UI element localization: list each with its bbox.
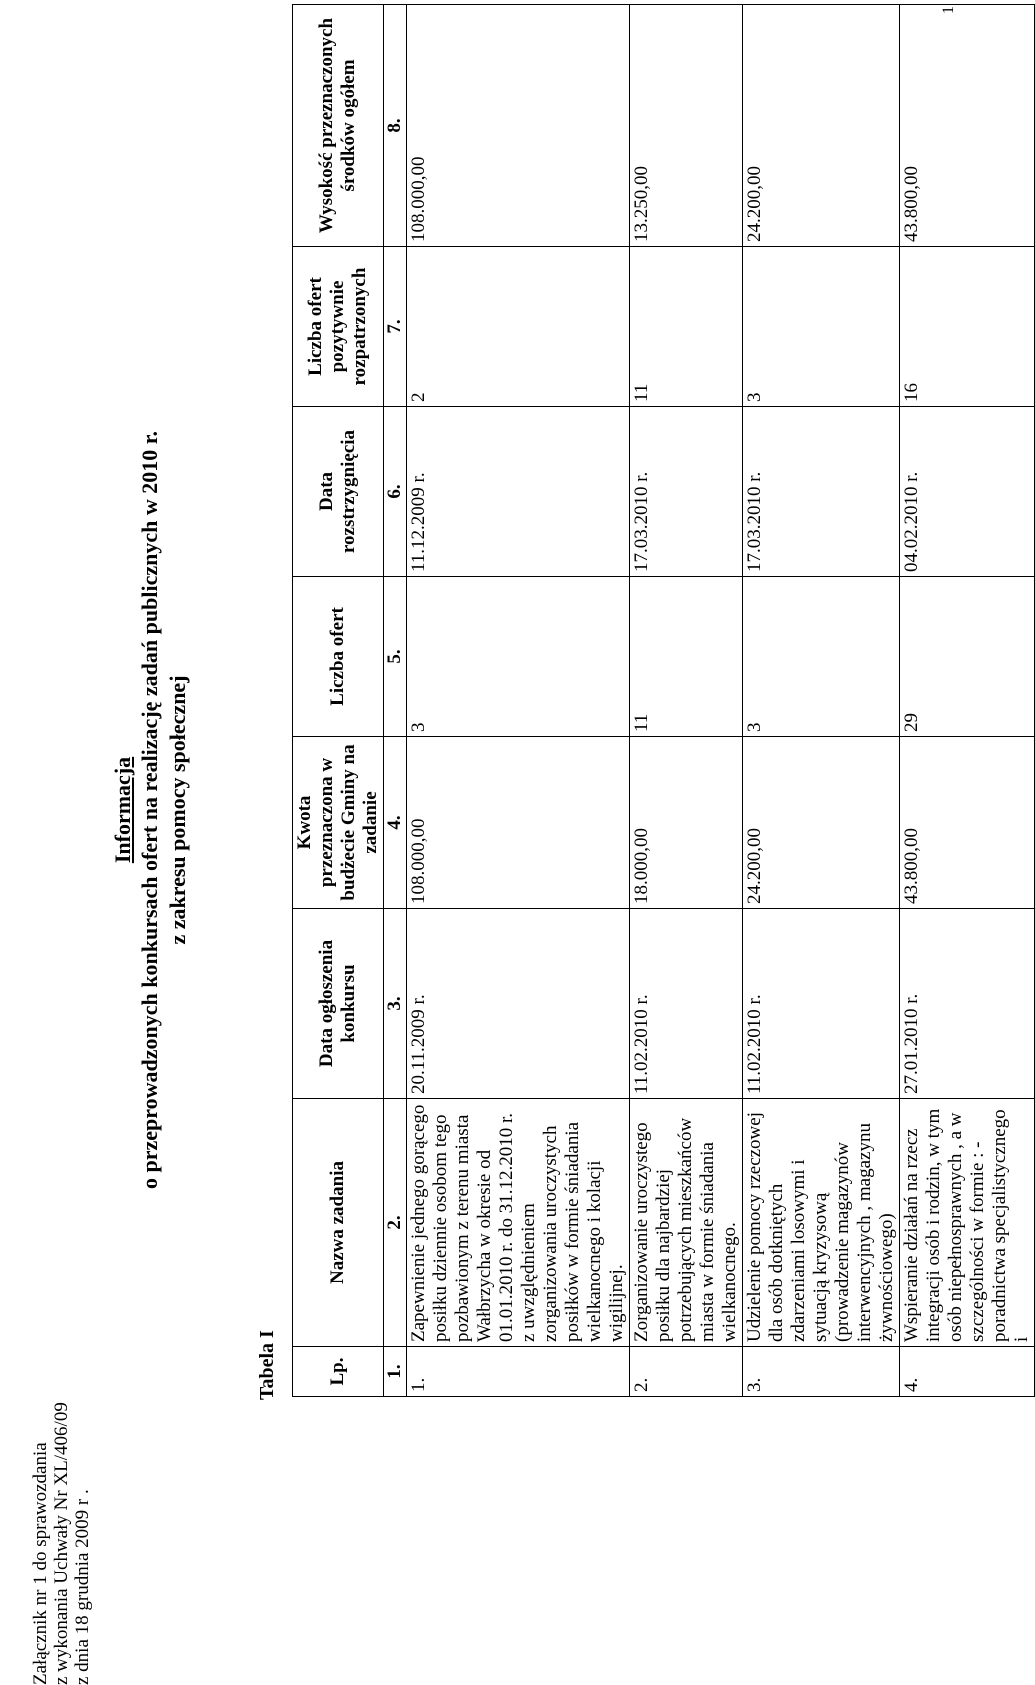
cell-announcement-date: 20.11.2009 r. [407,909,630,1099]
cell-lp: 4. [900,1347,1035,1397]
cell-positive-offers: 3 [743,247,900,407]
cell-resolution-date: 17.03.2010 r. [630,407,743,577]
cell-resolution-date: 17.03.2010 r. [743,407,900,577]
document-title: Informacja [110,756,135,864]
cell-total-funds: 43.800,00 [900,5,1035,247]
cell-task-name: Wspieranie działań na rzecz integracji osób i rodzin, w tym osób niepełnosprawnych , a w szczególności w formie : - poradnictwa specjalistycznego i [900,1099,1035,1347]
contests-table [292,4,1035,1397]
reference-line-1: Załącznik nr 1 do sprawozdania [30,1442,51,1685]
cell-positive-offers: 11 [630,247,743,407]
table-row [900,5,1035,1397]
cell-announcement-date: 27.01.2010 r. [900,909,1035,1099]
cell-task-name: Zapewnienie jednego gorącego posiłku dziennie osobom tego pozbawionym z terenu miasta Wałbrzycha w okresie od 01.01.2010 r. do 31.12.2010 r. z uwzględnieniem zorganizowania uroczystych posiłków w formie śniadania wielkanocnego i kolacji wigilijnej. [407,1099,630,1347]
cell-total-funds: 108.000,00 [407,5,630,247]
reference-line-2: z wykonania Uchwały Nr XL/406/09 [51,1402,72,1685]
reference-line-3: z dnia 18 grudnia 2009 r . [72,1489,93,1685]
header-positive-offers: Liczba ofert pozytywnie rozpatrzonych [293,247,384,407]
column-number: 4. [384,737,407,909]
cell-offer-count: 3 [407,577,630,737]
header-announcement-date: Data ogłoszenia konkursu [293,909,384,1099]
cell-resolution-date: 11.12.2009 r. [407,407,630,577]
column-number-row [384,5,407,1397]
cell-task-name: Udzielenie pomocy rzeczowej dla osób dotkniętych zdarzeniami losowymi i sytuacją kryzysową (prowadzenie magazynów interwencyjnych , magazynu żywnościowego) [743,1099,900,1347]
cell-resolution-date: 04.02.2010 r. [900,407,1035,577]
cell-total-funds: 13.250,00 [630,5,743,247]
cell-positive-offers: 16 [900,247,1035,407]
cell-positive-offers: 2 [407,247,630,407]
cell-announcement-date: 11.02.2010 r. [743,909,900,1099]
column-number: 1. [384,1347,407,1397]
cell-budget-amount: 18.000,00 [630,737,743,909]
column-number: 6. [384,407,407,577]
cell-offer-count: 29 [900,577,1035,737]
cell-offer-count: 3 [743,577,900,737]
cell-lp: 1. [407,1347,630,1397]
header-total-funds: Wysokość przeznaczonych środków ogółem [293,5,384,247]
header-row [293,5,384,1397]
header-task-name: Nazwa zadania [293,1099,384,1347]
column-number: 7. [384,247,407,407]
column-number: 3. [384,909,407,1099]
header-resolution-date: Data rozstrzygnięcia [293,407,384,577]
column-number: 2. [384,1099,407,1347]
table-row [743,5,900,1397]
cell-offer-count: 11 [630,577,743,737]
header-lp: Lp. [293,1347,384,1397]
document-subtitle: o przeprowadzonych konkursach ofert na realizację zadań publicznych w 2010 r. [137,431,162,1189]
document-scope: z zakresu pomocy społecznej [165,675,190,945]
cell-announcement-date: 11.02.2010 r. [630,909,743,1099]
reference-note [30,1325,93,1685]
cell-budget-amount: 108.000,00 [407,737,630,909]
cell-budget-amount: 43.800,00 [900,737,1035,909]
column-number: 5. [384,577,407,737]
cell-budget-amount: 24.200,00 [743,737,900,909]
cell-lp: 2. [630,1347,743,1397]
table-row [407,5,630,1397]
header-offer-count: Liczba ofert [293,577,384,737]
header-budget-amount: Kwota przeznaczona w budżecie Gminy na zadanie [293,737,384,909]
column-number: 8. [384,5,407,247]
document-heading [110,220,192,1400]
cell-total-funds: 24.200,00 [743,5,900,247]
page-number: 1 [940,6,957,14]
cell-lp: 3. [743,1347,900,1397]
table-label: Tabela I [256,1330,278,1400]
cell-task-name: Zorganizowanie uroczystego posiłku dla najbardziej potrzebujących mieszkańców miasta w formie śniadania wielkanocnego. [630,1099,743,1347]
table-row [630,5,743,1397]
